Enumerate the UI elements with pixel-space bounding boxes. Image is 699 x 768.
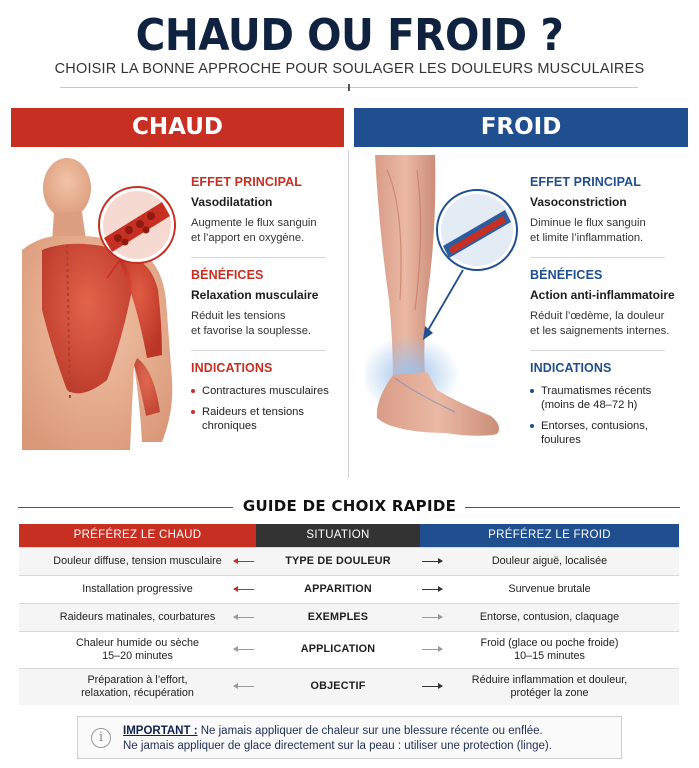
hot-info-column (191, 175, 341, 440)
cell-hot: Préparation à l’effort, relaxation, récupération (19, 668, 256, 705)
cold-info-column (530, 175, 680, 454)
back-muscles-illustration (12, 150, 182, 450)
right-arrow-icon (422, 561, 442, 562)
guide-line-right (465, 507, 680, 508)
hot-effect-title: EFFET PRINCIPAL (191, 175, 302, 189)
cell-cold: Douleur aiguë, localisée (420, 547, 679, 575)
table-row (19, 631, 679, 668)
table-row (19, 603, 679, 631)
list-item: Contractures musculaires (191, 384, 341, 398)
hot-effect-name: Vasodilatation (191, 195, 273, 209)
section-divider (530, 257, 665, 258)
cell-cold: Réduire inflammation et douleur, protéger la zone (420, 668, 679, 705)
right-arrow-icon (422, 649, 442, 650)
right-arrow-icon (422, 617, 442, 618)
left-arrow-icon (234, 686, 254, 687)
info-icon: i (91, 728, 111, 748)
leg-ankle-illustration (365, 150, 525, 450)
left-arrow-icon (234, 617, 254, 618)
cell-hot: Chaleur humide ou sèche 15–20 minutes (19, 631, 256, 668)
hot-effect-desc: Augmente le flux sanguin et l’apport en oxygène. (191, 217, 317, 244)
table-row (19, 547, 679, 575)
panels-divider (348, 150, 349, 478)
left-arrow-icon (234, 561, 254, 562)
column-header-cold: PRÉFÉREZ LE FROID (420, 524, 679, 547)
cell-situation: APPLICATION (256, 631, 420, 668)
cell-situation: OBJECTIF (256, 668, 420, 705)
hot-panel-heading: CHAUD (11, 108, 344, 147)
right-arrow-icon (422, 589, 442, 590)
notice-label: IMPORTANT : (123, 725, 198, 737)
cell-hot: Raideurs matinales, courbatures (19, 603, 256, 631)
cold-benefits-title: BÉNÉFICES (530, 268, 603, 282)
hot-benefits-title: BÉNÉFICES (191, 268, 264, 282)
cold-indications-title: INDICATIONS (530, 361, 612, 375)
cold-benefits-desc: Réduit l’œdème, la douleur et les saignements internes. (530, 310, 670, 337)
column-header-hot: PRÉFÉREZ LE CHAUD (19, 524, 256, 547)
cold-effect-title: EFFET PRINCIPAL (530, 175, 641, 189)
column-header-situation: SITUATION (256, 524, 420, 547)
cell-cold: Froid (glace ou poche froide) 10–15 minutes (420, 631, 679, 668)
cell-hot: Douleur diffuse, tension musculaire (19, 547, 256, 575)
list-item: Raideurs et tensions chroniques (191, 405, 341, 433)
cell-cold: Survenue brutale (420, 575, 679, 603)
cell-hot: Installation progressive (19, 575, 256, 603)
list-item: Entorses, contusions, foulures (530, 419, 680, 447)
cold-effect-name: Vasoconstriction (530, 195, 627, 209)
header-divider-tick (348, 84, 350, 91)
cell-situation: APPARITION (256, 575, 420, 603)
cold-indications-list (530, 384, 680, 447)
notice-text: IMPORTANT : Ne jamais appliquer de chaleur sur une blessure récente ou enflée. Ne jamais appliquer de glace directement sur la peau : utiliser une protection (linge). (123, 725, 552, 752)
page-subtitle: CHOISIR LA BONNE APPROCHE POUR SOULAGER LES DOULEURS MUSCULAIRES (54, 61, 645, 77)
choice-guide-table (19, 524, 679, 705)
cold-panel-heading: FROID (354, 108, 688, 147)
left-arrow-icon (234, 589, 254, 590)
hot-benefits-desc: Réduit les tensions et favorise la souplesse. (191, 310, 312, 337)
section-divider (191, 257, 326, 258)
section-divider (530, 350, 665, 351)
table-row (19, 575, 679, 603)
hot-benefits-name: Relaxation musculaire (191, 288, 319, 302)
right-arrow-icon (422, 686, 442, 687)
left-arrow-icon (234, 649, 254, 650)
table-row (19, 668, 679, 705)
cold-benefits-name: Action anti-inflammatoire (530, 288, 675, 302)
guide-title: GUIDE DE CHOIX RAPIDE (242, 497, 457, 515)
list-item: Traumatismes récents (moins de 48–72 h) (530, 384, 680, 412)
section-divider (191, 350, 326, 351)
cell-situation: TYPE DE DOULEUR (256, 547, 420, 575)
important-notice (77, 716, 622, 759)
cold-effect-desc: Diminue le flux sanguin et limite l’inflammation. (530, 217, 646, 244)
cell-situation: EXEMPLES (256, 603, 420, 631)
hot-indications-title: INDICATIONS (191, 361, 273, 375)
cell-cold: Entorse, contusion, claquage (420, 603, 679, 631)
hot-indications-list (191, 384, 341, 433)
page-title: CHAUD OU FROID ? (135, 10, 564, 61)
